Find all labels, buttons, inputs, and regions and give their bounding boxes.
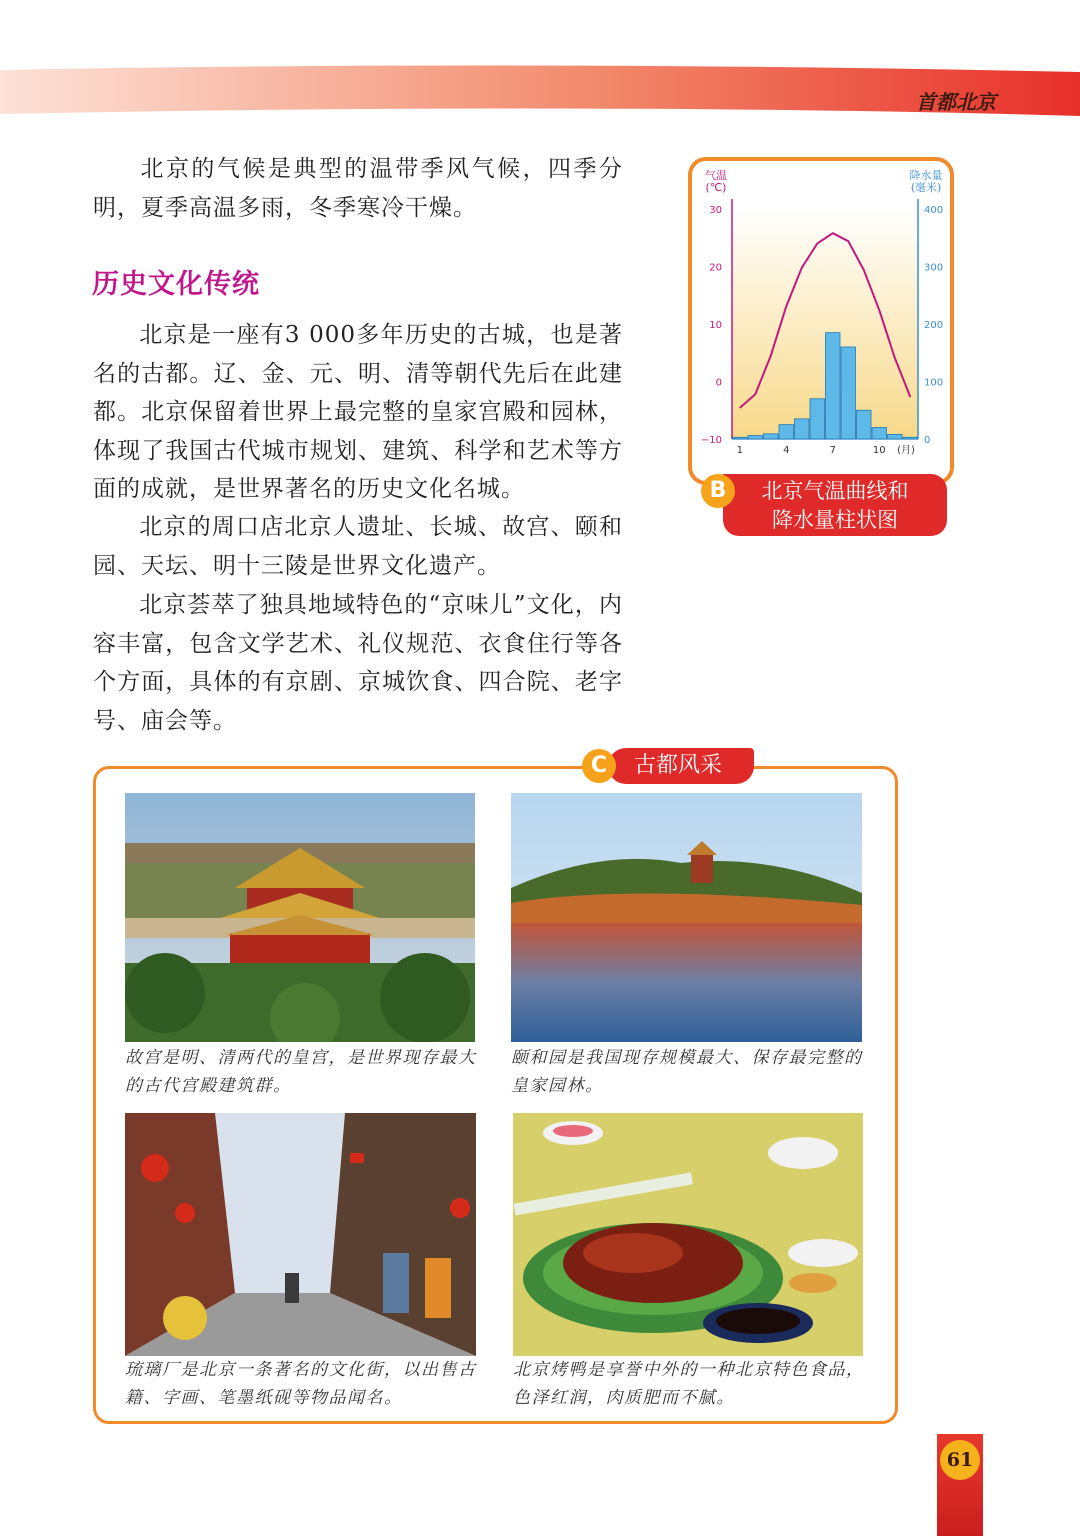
precipitation-bar [810, 399, 825, 439]
precipitation-bar [779, 425, 794, 439]
temperature-tick-label: −10 [700, 435, 722, 446]
precipitation-axis-unit: (毫米) [910, 181, 942, 194]
temperature-tick-label: 20 [709, 262, 722, 274]
precipitation-bar [764, 434, 779, 439]
precipitation-tick-label: 300 [924, 262, 944, 274]
temperature-axis-unit: (℃) [705, 181, 727, 194]
culture-paragraph: 北京荟萃了独具地域特色的“京味儿”文化，内容丰富，包含文学艺术、礼仪规范、衣食住行等各个方面，具体的有京剧、京城饮食、四合院、老字号、庙会等。 [93, 592, 623, 734]
precipitation-tick-label: 400 [924, 205, 944, 216]
temperature-tick-label: 30 [709, 205, 722, 216]
section-heading-history: 历史文化传统 [92, 269, 260, 300]
header-section-title: 首都北京 [916, 90, 996, 114]
month-tick-label: 10 [872, 445, 886, 456]
precipitation-bar [841, 347, 856, 439]
precipitation-tick-label: 100 [924, 377, 944, 389]
peking-duck-photo [513, 1113, 863, 1356]
precipitation-bar [748, 436, 763, 439]
chart-caption-line-1: 北京气温曲线和 [761, 479, 909, 503]
temperature-axis-title: 气温 [705, 169, 727, 182]
forbidden-city-photo [125, 793, 475, 1042]
precipitation-tick-label: 0 [924, 435, 931, 446]
liulichang-street-photo [125, 1113, 476, 1356]
climate-chart-caption [723, 474, 947, 536]
precipitation-axis-title: 降水量 [909, 169, 943, 182]
forbidden-city-caption: 故宫是明、清两代的皇宫，是世界现存最大的古代宫殿建筑群。 [125, 1048, 477, 1096]
precipitation-tick-label: 200 [924, 320, 944, 331]
climate-chart-frame [688, 157, 954, 485]
precipitation-bar [903, 437, 918, 439]
liulichang-street-caption: 琉璃厂是北京一条著名的文化街，以出售古籍、字画、笔墨纸砚等物品闻名。 [125, 1360, 477, 1408]
precipitation-bar [795, 419, 810, 439]
chart-badge-letter: B [701, 474, 735, 508]
temperature-tick-label: 10 [709, 320, 722, 331]
month-tick-label: 7 [829, 445, 836, 456]
temperature-tick-label: 0 [715, 377, 722, 389]
page-number: 61 [940, 1440, 980, 1480]
gallery-badge-letter: C [582, 749, 616, 783]
precipitation-bar [857, 410, 872, 439]
month-axis-unit: (月) [897, 445, 915, 456]
history-paragraph: 北京是一座有3 000多年历史的古城，也是著名的古都。辽、金、元、明、清等朝代先后在此建都。北京保留着世界上最完整的皇家宫殿和园林，体现了我国古代城市规划、建筑、科学和艺术等方面的成就，是世界著名的历史文化名城。 [93, 322, 623, 502]
peking-duck-caption: 北京烤鸭是享誉中外的一种北京特色食品，色泽红润，肉质肥而不腻。 [513, 1360, 865, 1408]
precipitation-bar [826, 333, 841, 439]
month-tick-label: 1 [736, 445, 743, 456]
chart-caption-line-2: 降水量柱状图 [772, 508, 898, 532]
heritage-paragraph: 北京的周口店北京人遗址、长城、故宫、颐和园、天坛、明十三陵是世界文化遗产。 [93, 514, 623, 579]
summer-palace-caption: 颐和园是我国现存规模最大、保存最完整的皇家园林。 [511, 1048, 863, 1096]
precipitation-bar [733, 437, 748, 439]
chart-plot-area [732, 209, 918, 439]
month-tick-label: 4 [783, 445, 790, 456]
gallery-title: 古都风采 [608, 748, 754, 784]
precipitation-bar [872, 428, 887, 440]
climate-paragraph: 北京的气候是典型的温带季风气候，四季分明，夏季高温多雨，冬季寒冷干燥。 [93, 156, 623, 221]
climate-chart [692, 161, 950, 481]
precipitation-bar [888, 434, 903, 439]
summer-palace-photo [511, 793, 862, 1042]
